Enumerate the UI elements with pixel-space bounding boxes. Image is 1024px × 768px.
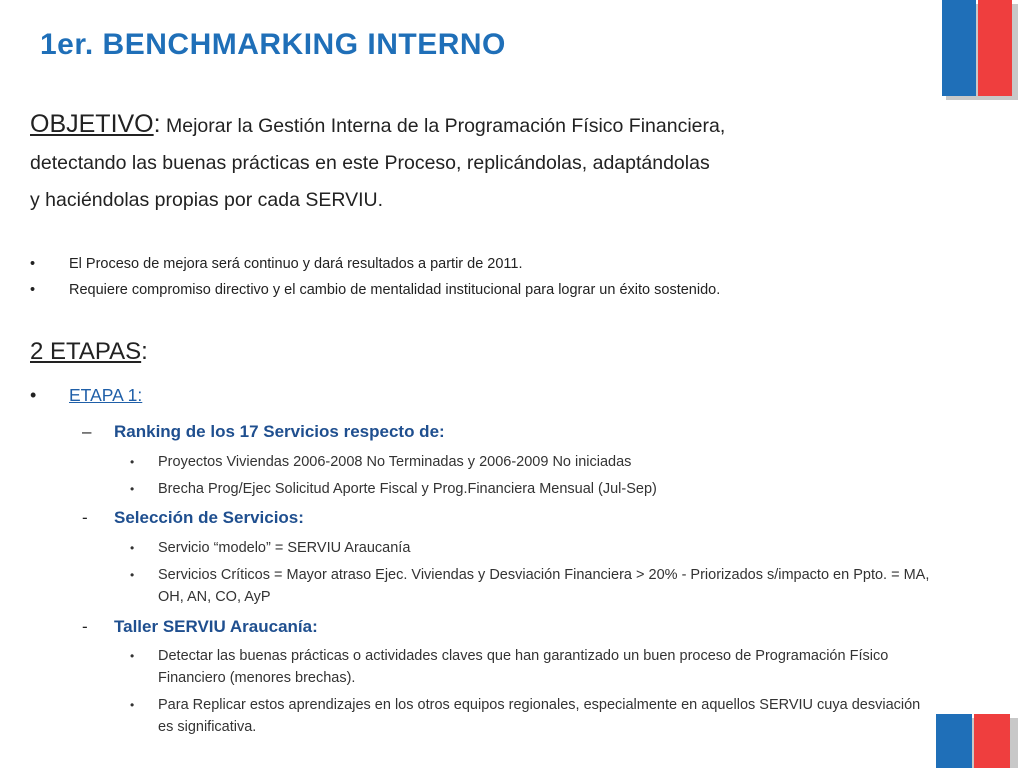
bullet-text: Requiere compromiso directivo y el cambio de mentalidad institucional para lograr un éxito sostenido. <box>69 282 721 298</box>
objective-colon: : <box>153 110 161 138</box>
dash-icon: – <box>82 422 92 441</box>
flag-blue-stripe <box>936 714 972 768</box>
flag-logo-bottom <box>936 714 1018 768</box>
etapa1-label: ETAPA 1: <box>69 385 143 405</box>
bullet-icon: • <box>130 482 135 496</box>
bullet-icon: • <box>130 649 135 663</box>
dash-icon: - <box>82 508 88 527</box>
objective-label: OBJETIVO <box>30 110 154 138</box>
section-title-text: Taller SERVIU Araucanía: <box>114 617 318 636</box>
flag-red-stripe <box>978 0 1012 96</box>
item-text: Servicios Críticos = Mayor atraso Ejec. Viviendas y Desviación Financiera > 20% - Priorizados s/impacto en Ppto. = MA, OH, AN, CO, AyP <box>158 567 930 605</box>
list-item <box>130 478 930 500</box>
bullet-icon: • <box>30 256 36 272</box>
flag-red-stripe <box>974 714 1010 768</box>
section-title-text: Selección de Servicios: <box>114 508 304 527</box>
objective-line-1 <box>30 106 910 145</box>
item-text: Servicio “modelo” = SERVIU Araucanía <box>158 540 411 556</box>
list-item <box>30 251 930 277</box>
objective-paragraph <box>30 106 910 219</box>
item-text: Para Replicar estos aprendizajes en los otros equipos regionales, especialmente en aquellos SERVIU cuya desviación es significativa. <box>158 697 921 735</box>
etapas-label: 2 ETAPAS <box>30 338 142 365</box>
objective-line-3: y haciéndolas propias por cada SERVIU. <box>30 189 384 211</box>
bullet-icon: • <box>30 385 37 405</box>
section-title-text: Ranking de los 17 Servicios respecto de: <box>114 422 445 441</box>
dash-icon: - <box>82 617 88 636</box>
list-item <box>130 537 930 559</box>
objective-line-2: detectando las buenas prácticas en este Proceso, replicándolas, adaptándolas <box>30 152 710 174</box>
list-item <box>130 645 930 689</box>
item-text: Detectar las buenas prácticas o actividades claves que han garantizado un buen proceso de Programación Físico Financiero (menores brechas). <box>158 648 889 686</box>
list-item <box>30 277 930 303</box>
flag-logo-top <box>942 0 1018 100</box>
objective-text-1: Mejorar la Gestión Interna de la Programación Físico Financiera, <box>166 115 726 137</box>
item-text: Brecha Prog/Ejec Solicitud Aporte Fiscal y Prog.Financiera Mensual (Jul-Sep) <box>158 481 657 497</box>
bullet-icon: • <box>130 568 135 582</box>
list-item <box>130 694 930 738</box>
list-item <box>130 451 930 473</box>
list-item <box>130 564 930 608</box>
bullet-text: El Proceso de mejora será continuo y dará resultados a partir de 2011. <box>69 256 523 272</box>
page-title: 1er. BENCHMARKING INTERNO <box>40 28 506 61</box>
bullet-icon: • <box>130 698 135 712</box>
bullet-icon: • <box>130 455 135 469</box>
item-text: Proyectos Viviendas 2006-2008 No Terminadas y 2006-2009 No iniciadas <box>158 454 632 470</box>
intro-bullet-list <box>30 251 930 303</box>
etapas-heading <box>30 338 148 366</box>
etapas-colon: : <box>141 338 148 365</box>
bullet-icon: • <box>130 541 135 555</box>
bullet-icon: • <box>30 282 36 298</box>
flag-blue-stripe <box>942 0 976 96</box>
